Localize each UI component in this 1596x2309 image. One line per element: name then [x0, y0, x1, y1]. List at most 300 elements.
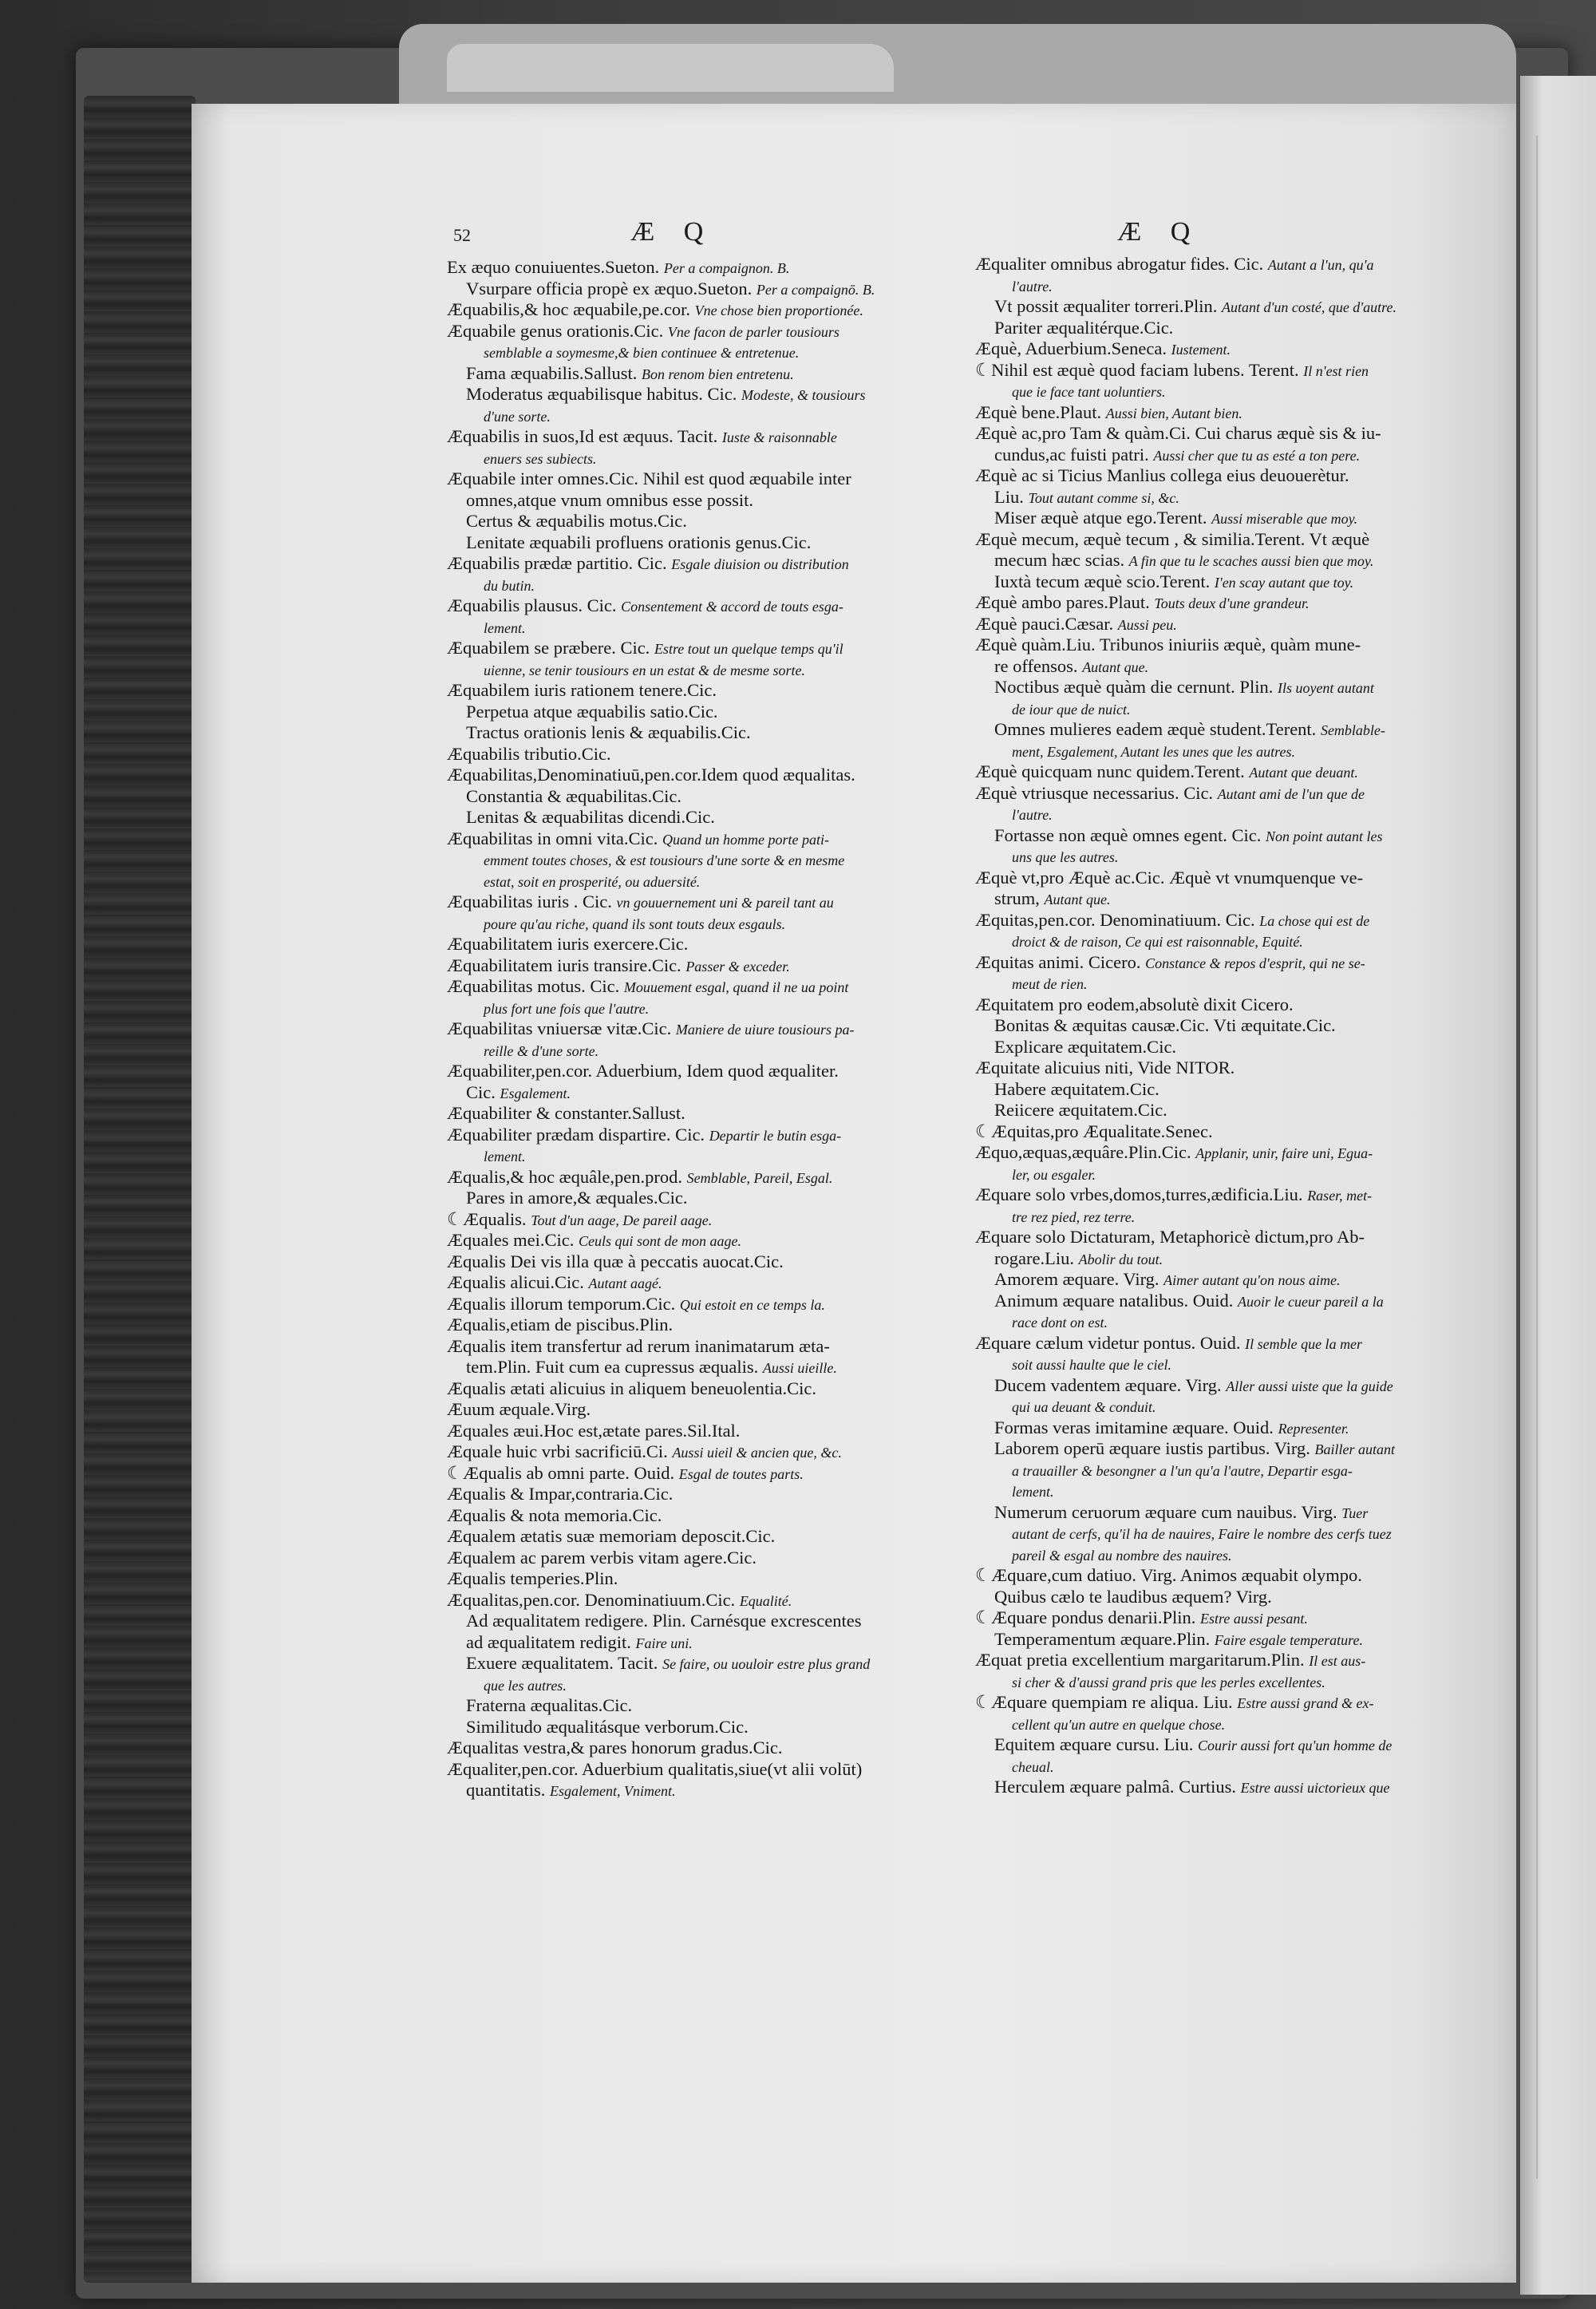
- latin-text: Miser æquè atque ego.Terent.: [994, 508, 1207, 528]
- french-gloss: Aussi peu.: [1117, 616, 1177, 633]
- entry-line: [447, 1294, 935, 1315]
- french-gloss: emment toutes choses, & est tousiours d'une sorte & en mesme: [484, 852, 845, 868]
- french-gloss: uns que les autres.: [1012, 849, 1119, 865]
- latin-text: quantitatis.: [466, 1780, 546, 1800]
- latin-text: ☾Nihil est æquè quod faciam lubens. Terent.: [975, 359, 1299, 380]
- latin-text: Pares in amore,& æquales.Cic.: [466, 1188, 688, 1208]
- latin-text: Æquitatem pro eodem,absolutè dixit Cicero.: [975, 994, 1294, 1014]
- french-gloss: Iuste & raisonnable: [721, 429, 837, 445]
- entry-line: [975, 1269, 1440, 1291]
- latin-text: Exuere æqualitatem. Tacit.: [466, 1653, 658, 1673]
- entry-line: [975, 910, 1440, 931]
- french-gloss: semblable a soymesme,& bien continuee & entretenue.: [484, 345, 800, 361]
- entry-line: [975, 254, 1440, 275]
- entry-line: [975, 1692, 1440, 1714]
- latin-text: Moderatus æquabilisque habitus. Cic.: [466, 384, 737, 404]
- french-gloss: poure qu'au riche, quand ils sont touts deux esgauls.: [484, 915, 786, 932]
- entry-line: [447, 405, 935, 427]
- french-gloss: Aussi miserable que moy.: [1211, 511, 1358, 527]
- french-gloss: Ceuls qui sont de mon aage.: [578, 1233, 741, 1249]
- entry-line: [447, 807, 935, 828]
- entry-line: [447, 638, 935, 659]
- entry-line: [447, 955, 935, 977]
- entry-line: [447, 722, 935, 744]
- entry-line: [975, 1079, 1440, 1101]
- latin-text: Æqualem ætatis suæ memoriam deposcit.Cic.: [447, 1526, 776, 1546]
- right-column: [975, 254, 1440, 1798]
- entry-line: [975, 1523, 1440, 1544]
- entry-line: [447, 257, 935, 279]
- entry-line: [975, 1164, 1440, 1185]
- latin-text: Vsurpare officia propè ex æquo.Sueton.: [466, 278, 753, 299]
- entry-line: [447, 448, 935, 469]
- latin-text: strum,: [994, 888, 1040, 908]
- latin-text: Æquè quàm.Liu. Tribunos iniuriis æquè, quàm mune-: [975, 635, 1361, 654]
- entry-line: [447, 1674, 935, 1696]
- entry-line: [975, 465, 1440, 487]
- entry-line: [447, 1421, 935, 1442]
- french-gloss: Maniere de uiure tousiours pa-: [675, 1022, 855, 1038]
- entry-line: [975, 1354, 1440, 1375]
- french-gloss: Semblable, Pareil, Esgal.: [686, 1169, 833, 1186]
- entry-line: [447, 1018, 935, 1040]
- french-gloss: Consentement & accord de touts esga-: [621, 599, 843, 615]
- french-gloss: estat, soit en prosperité, ou aduersité.: [484, 873, 701, 890]
- entry-line: [447, 1632, 935, 1654]
- entry-line: [975, 1396, 1440, 1417]
- latin-text: Cic.: [466, 1081, 496, 1102]
- latin-text: Æquè ambo pares.Plaut.: [975, 592, 1150, 612]
- latin-text: Liu.: [994, 486, 1024, 507]
- latin-text: Fortasse non æquè omnes egent. Cic.: [994, 824, 1262, 845]
- entry-line: [447, 1188, 935, 1209]
- entry-line: [447, 363, 935, 385]
- entry-line: [447, 1441, 935, 1463]
- latin-text: Æquare solo Dictaturam, Metaphoricè dictum,pro Ab-: [975, 1227, 1365, 1247]
- left-column: [447, 257, 935, 1801]
- french-gloss: Estre aussi grand & ex-: [1237, 1695, 1374, 1711]
- entry-line: [447, 342, 935, 363]
- french-gloss: Autant ami de l'un que de: [1217, 785, 1365, 802]
- entry-line: [447, 1040, 935, 1062]
- french-gloss: a trauailler & besongner a l'un qu'a l'autre, Departir esga-: [1012, 1462, 1353, 1479]
- entry-line: [447, 1125, 935, 1146]
- entry-line: [447, 1611, 935, 1632]
- entry-line: [975, 1460, 1440, 1481]
- latin-text: Pariter æqualitérque.Cic.: [994, 317, 1174, 338]
- latin-text: Æquabiliter,pen.cor. Aduerbium, Idem quod æqualiter.: [447, 1061, 839, 1081]
- entry-line: [975, 381, 1440, 402]
- latin-text: mecum hæc scias.: [994, 550, 1125, 570]
- entry-line: [975, 318, 1440, 339]
- latin-text: Laborem operū æquare iustis partibus. Virg.: [994, 1438, 1310, 1458]
- french-gloss: Aussi uieille.: [762, 1360, 837, 1376]
- entry-line: [975, 635, 1440, 656]
- latin-text: Æquabile inter omnes.Cic. Nihil est quod æquabile inter: [447, 469, 851, 488]
- french-gloss: du butin.: [484, 577, 535, 594]
- entry-line: [447, 828, 935, 850]
- french-gloss: de iour que de nuict.: [1012, 701, 1131, 718]
- facing-page-fold: [1536, 136, 1594, 2179]
- latin-text: Æquabilis,& hoc æquabile,pe.cor.: [447, 299, 690, 319]
- latin-text: Æquitate alicuius niti, Vide NITOR.: [975, 1058, 1235, 1077]
- entry-line: [975, 1544, 1440, 1566]
- latin-text: cundus,ac fuisti patri.: [994, 444, 1149, 465]
- french-gloss: Aller aussi uiste que la guide: [1226, 1378, 1393, 1394]
- french-gloss: Autant que.: [1044, 892, 1111, 907]
- french-gloss: Qui estoit en ce temps la.: [679, 1296, 825, 1313]
- entry-line: [447, 1230, 935, 1251]
- french-gloss: Per a compaignō. B.: [756, 281, 875, 298]
- entry-line: [975, 1058, 1440, 1079]
- latin-text: ☾Æqualis ab omni parte. Ouid.: [447, 1462, 675, 1483]
- french-gloss: Abolir du tout.: [1078, 1251, 1163, 1267]
- french-gloss: Autant que.: [1082, 658, 1149, 675]
- latin-text: Ducem vadentem æquare. Virg.: [994, 1374, 1222, 1395]
- entry-line: [975, 698, 1440, 720]
- entry-line: [975, 677, 1440, 698]
- french-gloss: Autant que deuant.: [1249, 765, 1358, 781]
- french-gloss: Tout autant comme si, &c.: [1028, 489, 1179, 506]
- entry-line: [447, 998, 935, 1019]
- entry-line: [975, 550, 1440, 571]
- entry-line: [447, 1505, 935, 1527]
- entry-line: [975, 1227, 1440, 1248]
- french-gloss: Autant d'un costé, que d'autre.: [1221, 299, 1396, 315]
- book-spine: [84, 96, 196, 2283]
- latin-text: re offensos.: [994, 655, 1078, 676]
- entry-line: [975, 825, 1440, 847]
- french-gloss: l'autre.: [1012, 807, 1053, 823]
- entry-line: [975, 571, 1440, 593]
- latin-text: Æquabilem iuris rationem tenere.Cic.: [447, 680, 717, 700]
- entry-line: [447, 659, 935, 681]
- french-gloss: Vne chose bien proportionée.: [694, 302, 863, 318]
- latin-text: Æqualitas,pen.cor. Denominatiuum.Cic.: [447, 1589, 736, 1610]
- french-gloss: lement.: [484, 1149, 526, 1164]
- latin-text: Similitudo æqualitásque verborum.Cic.: [466, 1716, 749, 1737]
- latin-text: Fama æquabilis.Sallust.: [466, 362, 638, 383]
- entry-line: [975, 761, 1440, 783]
- latin-text: rogare.Liu.: [994, 1247, 1074, 1268]
- latin-text: Æquabiliter prædam dispartire. Cic.: [447, 1124, 705, 1145]
- latin-text: Amorem æquare. Virg.: [994, 1269, 1159, 1289]
- entry-line: [447, 765, 935, 786]
- french-gloss: d'une sorte.: [484, 408, 551, 425]
- entry-line: [975, 296, 1440, 318]
- latin-text: Æquè vtriusque necessarius. Cic.: [975, 782, 1214, 803]
- entry-line: [975, 487, 1440, 508]
- entry-line: [447, 1780, 935, 1801]
- entry-line: [447, 1357, 935, 1378]
- entry-line: [447, 299, 935, 321]
- latin-text: ☾Æquare,cum datiuo. Virg. Animos æquabit olympo.: [975, 1565, 1362, 1585]
- latin-text: Certus & æquabilis motus.Cic.: [466, 511, 687, 531]
- latin-text: Æquare cælum videtur pontus. Ouid.: [975, 1332, 1241, 1353]
- french-gloss: Constance & repos d'esprit, qui ne se-: [1145, 955, 1365, 971]
- french-gloss: Esgalement.: [500, 1085, 571, 1101]
- french-gloss: Ils uoyent autant: [1277, 680, 1374, 696]
- french-gloss: Il n'est rien: [1303, 362, 1369, 379]
- entry-line: [975, 1481, 1440, 1502]
- entry-line: [447, 1759, 935, 1781]
- french-gloss: Passer & exceder.: [685, 958, 790, 975]
- latin-text: Æqualis,& hoc æquâle,pen.prod.: [447, 1166, 682, 1187]
- latin-text: Numerum ceruorum æquare cum nauibus. Virg.: [994, 1501, 1337, 1522]
- latin-text: Tractus orationis lenis & æquabilis.Cic.: [466, 722, 751, 742]
- entry-line: [975, 719, 1440, 741]
- entry-line: [975, 783, 1440, 805]
- latin-text: Æquitas animi. Cicero.: [975, 951, 1141, 972]
- latin-text: Æqualis Dei vis illa quæ à peccatis auocat.Cic.: [447, 1251, 784, 1271]
- entry-line: [447, 1568, 935, 1590]
- french-gloss: ler, ou esgaler.: [1012, 1166, 1096, 1183]
- french-gloss: qui ua deuant & conduit.: [1012, 1399, 1156, 1415]
- latin-text: Equitem æquare cursu. Liu.: [994, 1734, 1194, 1754]
- latin-text: Æquabilitas motus. Cic.: [447, 976, 620, 996]
- entry-line: [447, 1061, 935, 1082]
- latin-text: Æquabilitas,Denominatiuū,pen.cor.Idem quod æqualitas.: [447, 765, 855, 785]
- french-gloss: ment, Esgalement, Autant les unes que les autres.: [1012, 743, 1295, 760]
- french-gloss: Aussi uieil & ancien que, &c.: [672, 1445, 842, 1461]
- page-number: 52: [453, 225, 471, 245]
- french-gloss: La chose qui est de: [1259, 912, 1370, 929]
- latin-text: Æqualiter,pen.cor. Aduerbium qualitatis,siue(vt alii volūt): [447, 1758, 863, 1779]
- entry-line: [975, 994, 1440, 1016]
- latin-text: Æquè quicquam nunc quidem.Terent.: [975, 761, 1245, 781]
- latin-text: ☾Æqualis.: [447, 1208, 527, 1229]
- latin-text: Æquo,æquas,æquâre.Plin.Cic.: [975, 1142, 1191, 1162]
- french-gloss: soit aussi haulte que le ciel.: [1012, 1357, 1171, 1373]
- french-gloss: Esgal de toutes parts.: [678, 1465, 804, 1482]
- french-gloss: Faire esgale temperature.: [1214, 1631, 1363, 1648]
- entry-line: [975, 1015, 1440, 1037]
- latin-text: Lenitas & æquabilitas dicendi.Cic.: [466, 807, 715, 827]
- french-gloss: plus fort une fois que l'autre.: [484, 1000, 650, 1017]
- french-gloss: Aussi cher que tu as esté a ton pere.: [1153, 447, 1361, 464]
- entry-line: [975, 1671, 1440, 1693]
- entry-line: [447, 617, 935, 639]
- latin-text: Formas veras imitamine æquare. Ouid.: [994, 1417, 1274, 1437]
- entry-line: [975, 1777, 1440, 1798]
- entry-line: [447, 1209, 935, 1231]
- entry-line: [975, 656, 1440, 678]
- french-gloss: Esgalement, Vniment.: [550, 1783, 676, 1799]
- entry-line: [975, 1587, 1440, 1608]
- entry-line: [447, 1463, 935, 1485]
- entry-line: [447, 849, 935, 871]
- running-head-right: Æ Q: [1117, 217, 1202, 247]
- latin-text: Æquè vt,pro Æquè ac.Cic. Æquè vt vnumquenque ve-: [975, 867, 1364, 888]
- latin-text: Æquè pauci.Cæsar.: [975, 613, 1114, 634]
- french-gloss: Estre aussi pesant.: [1200, 1611, 1308, 1627]
- entry-line: [447, 1167, 935, 1188]
- entry-line: [975, 1121, 1440, 1143]
- entry-line: [447, 321, 935, 342]
- latin-text: Æquare solo vrbes,domos,turres,ædificia.Liu.: [975, 1184, 1303, 1204]
- latin-text: Æquales æui.Hoc est,ætate pares.Sil.Ital.: [447, 1420, 741, 1441]
- entry-line: [447, 1484, 935, 1505]
- entry-line: [447, 934, 935, 955]
- latin-text: Æqualitas vestra,& pares honorum gradus.Cic.: [447, 1738, 783, 1757]
- latin-text: Lenitate æquabili profluens orationis genus.Cic.: [466, 532, 812, 552]
- entry-line: [447, 279, 935, 300]
- entry-line: [975, 1142, 1440, 1164]
- entry-line: [447, 575, 935, 596]
- french-gloss: Raser, met-: [1307, 1188, 1373, 1204]
- entry-line: [975, 1756, 1440, 1777]
- latin-text: Æqualis,etiam de piscibus.Plin.: [447, 1315, 674, 1334]
- entry-line: [975, 338, 1440, 360]
- french-gloss: enuers ses subiects.: [484, 450, 597, 467]
- entry-line: [975, 423, 1440, 445]
- latin-text: Æquabile genus orationis.Cic.: [447, 320, 664, 341]
- french-gloss: autant de cerfs, qu'il ha de nauires, Faire le nombre des cerfs tuez: [1012, 1526, 1392, 1542]
- torn-page-edge-inner: [447, 44, 894, 92]
- entry-line: [447, 1251, 935, 1273]
- latin-text: Vt possit æqualiter torreri.Plin.: [994, 296, 1218, 316]
- latin-text: Æqualis item transfertur ad rerum inanimatarum æta-: [447, 1335, 830, 1356]
- latin-text: ad æqualitatem redigit.: [466, 1631, 631, 1652]
- french-gloss: Touts deux d'une grandeur.: [1154, 595, 1310, 611]
- latin-text: Æquabilem se præbere. Cic.: [447, 638, 650, 658]
- entry-line: [447, 1082, 935, 1104]
- entry-line: [447, 595, 935, 617]
- latin-text: Æquabiliter & constanter.Sallust.: [447, 1103, 685, 1123]
- french-gloss: Representer.: [1278, 1420, 1349, 1437]
- french-gloss: Tuer: [1341, 1504, 1369, 1521]
- entry-line: [447, 976, 935, 998]
- latin-text: Constantia & æquabilitas.Cic.: [466, 785, 681, 806]
- latin-text: Æquale huic vrbi sacrificiū.Ci.: [447, 1441, 668, 1461]
- latin-text: Fraterna æqualitas.Cic.: [466, 1695, 633, 1715]
- entry-line: [447, 1272, 935, 1294]
- entry-line: [447, 1717, 935, 1738]
- entry-line: [975, 973, 1440, 994]
- entry-line: [975, 1291, 1440, 1312]
- latin-text: omnes,atque vnum omnibus esse possit.: [466, 489, 753, 510]
- french-gloss: que ie face tant uoluntiers.: [1012, 384, 1166, 400]
- french-gloss: Il est aus-: [1309, 1653, 1366, 1669]
- french-gloss: pareil & esgal au nombre des nauires.: [1012, 1547, 1232, 1564]
- french-gloss: Vne facon de parler tousiours: [667, 323, 839, 340]
- french-gloss: Semblable-: [1320, 722, 1385, 738]
- french-gloss: Modeste, & tousiours: [741, 387, 866, 403]
- entry-line: [975, 402, 1440, 424]
- entry-line: [447, 490, 935, 512]
- entry-line: [447, 786, 935, 808]
- french-gloss: meut de rien.: [1012, 976, 1088, 992]
- latin-text: tem.Plin. Fuit cum ea cupressus æqualis.: [466, 1357, 759, 1377]
- latin-text: Æqualis temperies.Plin.: [447, 1568, 618, 1588]
- latin-text: Æquitas,pen.cor. Denominatiuum. Cic.: [975, 909, 1255, 930]
- entry-line: [975, 1375, 1440, 1397]
- entry-line: [975, 275, 1440, 297]
- latin-text: Æquè bene.Plaut.: [975, 401, 1102, 422]
- latin-text: Æquè mecum, æquè tecum , & similia.Terent. Vt æquè: [975, 528, 1370, 549]
- latin-text: Æquabilitatem iuris exercere.Cic.: [447, 934, 689, 954]
- entry-line: [975, 868, 1440, 889]
- french-gloss: Autant aagé.: [588, 1275, 662, 1291]
- entry-line: [447, 702, 935, 723]
- latin-text: Æquè ac,pro Tam & quàm.Ci. Cui charus æquè sis & iu-: [975, 423, 1381, 443]
- latin-text: Æqualis & nota memoria.Cic.: [447, 1504, 662, 1525]
- entry-line: [975, 741, 1440, 762]
- french-gloss: I'en scay autant que toy.: [1214, 574, 1354, 591]
- french-gloss: Equalité.: [739, 1592, 792, 1609]
- entry-line: [975, 1333, 1440, 1354]
- french-gloss: Estre tout un quelque temps qu'il: [654, 641, 843, 657]
- entry-line: [447, 1695, 935, 1717]
- latin-text: Reiicere æquitatem.Cic.: [994, 1100, 1167, 1120]
- french-gloss: Esgale diuision ou distribution: [671, 556, 849, 572]
- latin-text: Æquè ac si Ticius Manlius collega eius deuouerètur.: [975, 465, 1349, 485]
- entry-line: [447, 1548, 935, 1569]
- entry-line: [975, 360, 1440, 382]
- entry-line: [975, 1502, 1440, 1524]
- latin-text: Æquabilitas iuris . Cic.: [447, 892, 612, 911]
- latin-text: Herculem æquare palmâ. Curtius.: [994, 1777, 1237, 1797]
- entry-line: [447, 469, 935, 490]
- french-gloss: que les autres.: [484, 1677, 567, 1694]
- entry-line: [447, 1336, 935, 1358]
- latin-text: ☾Æquitas,pro Æqualitate.Senec.: [975, 1121, 1213, 1141]
- latin-text: Quibus cælo te laudibus æquem? Virg.: [994, 1586, 1272, 1607]
- entry-line: [975, 1629, 1440, 1651]
- running-head-left: Æ Q: [630, 217, 715, 247]
- latin-text: Omnes mulieres eadem æquè student.Terent.: [994, 719, 1317, 739]
- french-gloss: uienne, se tenir tousiours en un estat & de mesme sorte.: [484, 662, 805, 678]
- entry-line: [975, 1607, 1440, 1629]
- french-gloss: droict & de raison, Ce qui est raisonnable, Equité.: [1012, 934, 1303, 950]
- entry-line: [447, 511, 935, 532]
- french-gloss: Auoir le cueur pareil a la: [1237, 1293, 1384, 1310]
- french-gloss: race dont on est.: [1012, 1315, 1108, 1330]
- french-gloss: Aimer autant qu'on nous aime.: [1163, 1272, 1341, 1288]
- french-gloss: lement.: [1012, 1484, 1054, 1500]
- entry-line: [447, 426, 935, 448]
- latin-text: Æquabilis prædæ partitio. Cic.: [447, 553, 667, 573]
- french-gloss: Bon renom bien entretenu.: [642, 366, 794, 382]
- french-gloss: A fin que tu le scaches aussi bien que moy.: [1128, 553, 1374, 569]
- entry-line: [447, 913, 935, 935]
- entry-line: [975, 445, 1440, 466]
- french-gloss: Departir le butin esga-: [709, 1127, 842, 1144]
- entry-line: [975, 846, 1440, 868]
- entry-line: [975, 508, 1440, 529]
- latin-text: Æuum æquale.Virg.: [447, 1399, 591, 1419]
- french-gloss: Estre aussi uictorieux que: [1240, 1780, 1390, 1796]
- latin-text: Animum æquare natalibus. Ouid.: [994, 1290, 1234, 1311]
- french-gloss: Faire uni.: [635, 1635, 693, 1651]
- latin-text: Æquabilis in suos,Id est æquus. Tacit.: [447, 426, 718, 446]
- latin-text: Æquabilitas vniuersæ vitæ.Cic.: [447, 1018, 672, 1038]
- latin-text: Explicare æquitatem.Cic.: [994, 1036, 1177, 1057]
- french-gloss: l'autre.: [1012, 278, 1053, 295]
- entry-line: [975, 952, 1440, 974]
- latin-text: Æqualis illorum temporum.Cic.: [447, 1293, 676, 1314]
- entry-line: [975, 529, 1440, 551]
- french-gloss: Quand un homme porte pati-: [662, 831, 829, 848]
- entry-line: [447, 1145, 935, 1167]
- latin-text: Æqualis alicui.Cic.: [447, 1272, 584, 1292]
- entry-line: [975, 592, 1440, 614]
- entry-line: [975, 1417, 1440, 1439]
- entry-line: [447, 871, 935, 892]
- entry-line: [975, 1037, 1440, 1058]
- entry-line: [447, 1738, 935, 1759]
- french-gloss: vn gouuernement uni & pareil tant au: [616, 895, 834, 911]
